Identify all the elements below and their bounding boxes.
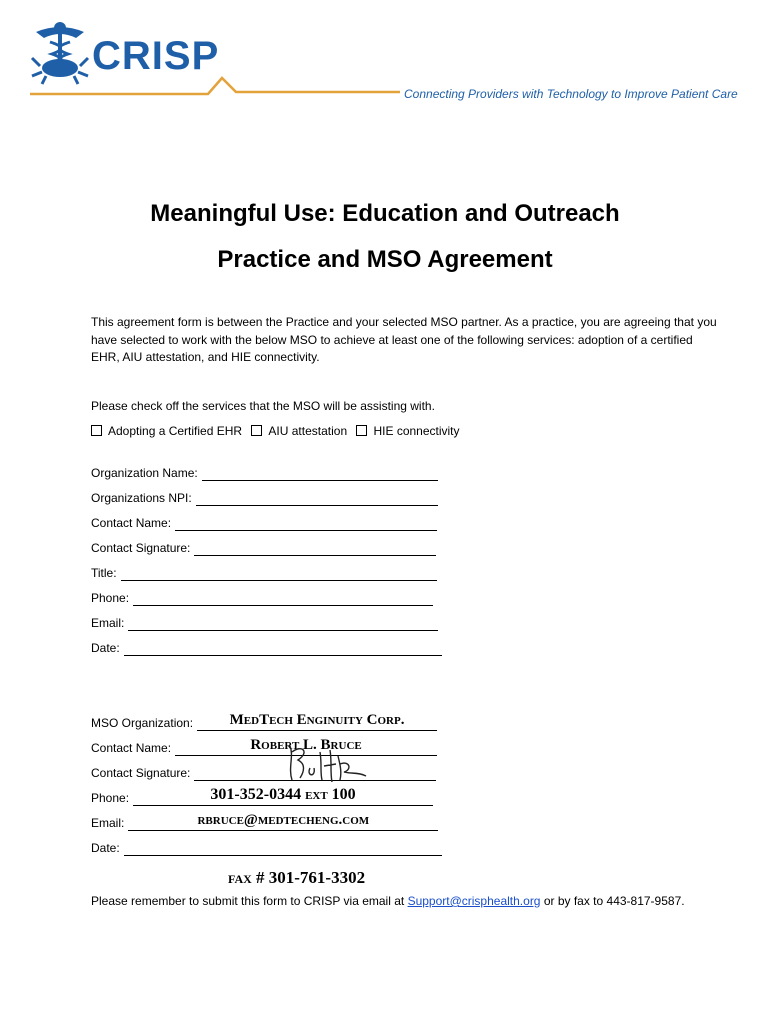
practice-contact-name-field <box>91 516 437 531</box>
field-label: Phone: <box>91 791 130 805</box>
mso-email-input[interactable] <box>128 812 438 831</box>
mso-org-field <box>91 712 437 731</box>
signature-input[interactable] <box>194 541 436 556</box>
brand-name: CRISP <box>92 34 220 78</box>
fax-note: fax # 301-761-3302 <box>228 868 366 887</box>
intro-paragraph: This agreement form is between the Practice and your selected MSO partner. As a practice, you are agreeing that you have selected to work with the below MSO to achieve at least one of the following services: adoption of a certified EHR, AIU attestation, and HIE connectivity. <box>91 315 717 364</box>
contact-name-input[interactable] <box>175 516 437 531</box>
mso-phone-field <box>91 786 433 806</box>
field-label: Date: <box>91 841 120 855</box>
page-subtitle: Practice and MSO Agreement <box>217 246 553 273</box>
mso-contact-name-value: Robert L. Bruce <box>250 737 362 753</box>
checkbox[interactable] <box>91 425 102 436</box>
practice-phone-field <box>91 591 433 606</box>
instructions-prefix: Please remember to submit this form to CRISP via email at <box>91 894 408 908</box>
support-email-link[interactable]: Support@crisphealth.org <box>407 894 541 908</box>
field-label: Organizations NPI: <box>91 491 192 505</box>
checkbox[interactable] <box>251 425 262 436</box>
mso-email-field <box>91 812 438 831</box>
mso-phone-input[interactable] <box>133 786 433 806</box>
checkbox[interactable] <box>356 425 367 436</box>
field-label: MSO Organization: <box>91 716 194 730</box>
service-option[interactable] <box>251 424 347 438</box>
field-label: Organization Name: <box>91 466 198 480</box>
field-label: Contact Name: <box>91 741 172 755</box>
mso-date-field <box>91 841 442 856</box>
page-title: Meaningful Use: Education and Outreach <box>150 200 620 227</box>
practice-signature-field <box>91 541 436 556</box>
practice-org-name-field <box>91 466 438 481</box>
mso-contact-name-field <box>91 737 437 756</box>
header-divider <box>30 70 400 100</box>
mso-date-input[interactable] <box>124 841 442 856</box>
practice-npi-field <box>91 491 438 506</box>
title-input[interactable] <box>121 566 437 581</box>
mso-org-value: MedTech Enginuity Corp. <box>229 712 405 728</box>
date-input[interactable] <box>124 641 442 656</box>
practice-title-field <box>91 566 437 581</box>
field-label: Contact Name: <box>91 516 172 530</box>
mso-phone-value: 301-352-0344 ext 100 <box>210 786 356 803</box>
mso-org-input[interactable] <box>197 712 437 731</box>
tagline: Connecting Providers with Technology to Improve Patient Care <box>404 87 738 101</box>
field-label: Date: <box>91 641 120 655</box>
service-option[interactable] <box>356 424 459 438</box>
instructions-suffix: or by fax to 443-817-9587. <box>540 894 685 908</box>
field-label: Phone: <box>91 591 130 605</box>
service-option[interactable] <box>91 424 242 438</box>
practice-date-field <box>91 641 442 656</box>
service-label: HIE connectivity <box>373 424 460 438</box>
mso-email-value: rbruce@medtecheng.com <box>197 812 370 828</box>
email-input[interactable] <box>128 616 438 631</box>
services-checklist <box>91 424 466 438</box>
submission-instructions <box>91 894 685 908</box>
handwritten-signature <box>280 742 370 786</box>
field-label: Contact Signature: <box>91 541 191 555</box>
phone-input[interactable] <box>133 591 433 606</box>
service-label: AIU attestation <box>268 424 348 438</box>
field-label: Title: <box>91 566 117 580</box>
service-label: Adopting a Certified EHR <box>108 424 243 438</box>
services-prompt: Please check off the services that the MSO will be assisting with. <box>91 399 435 413</box>
field-label: Contact Signature: <box>91 766 191 780</box>
field-label: Email: <box>91 816 125 830</box>
field-label: Email: <box>91 616 125 630</box>
mso-signature-field <box>91 766 436 781</box>
npi-input[interactable] <box>196 491 438 506</box>
practice-email-field <box>91 616 438 631</box>
org-name-input[interactable] <box>202 466 438 481</box>
